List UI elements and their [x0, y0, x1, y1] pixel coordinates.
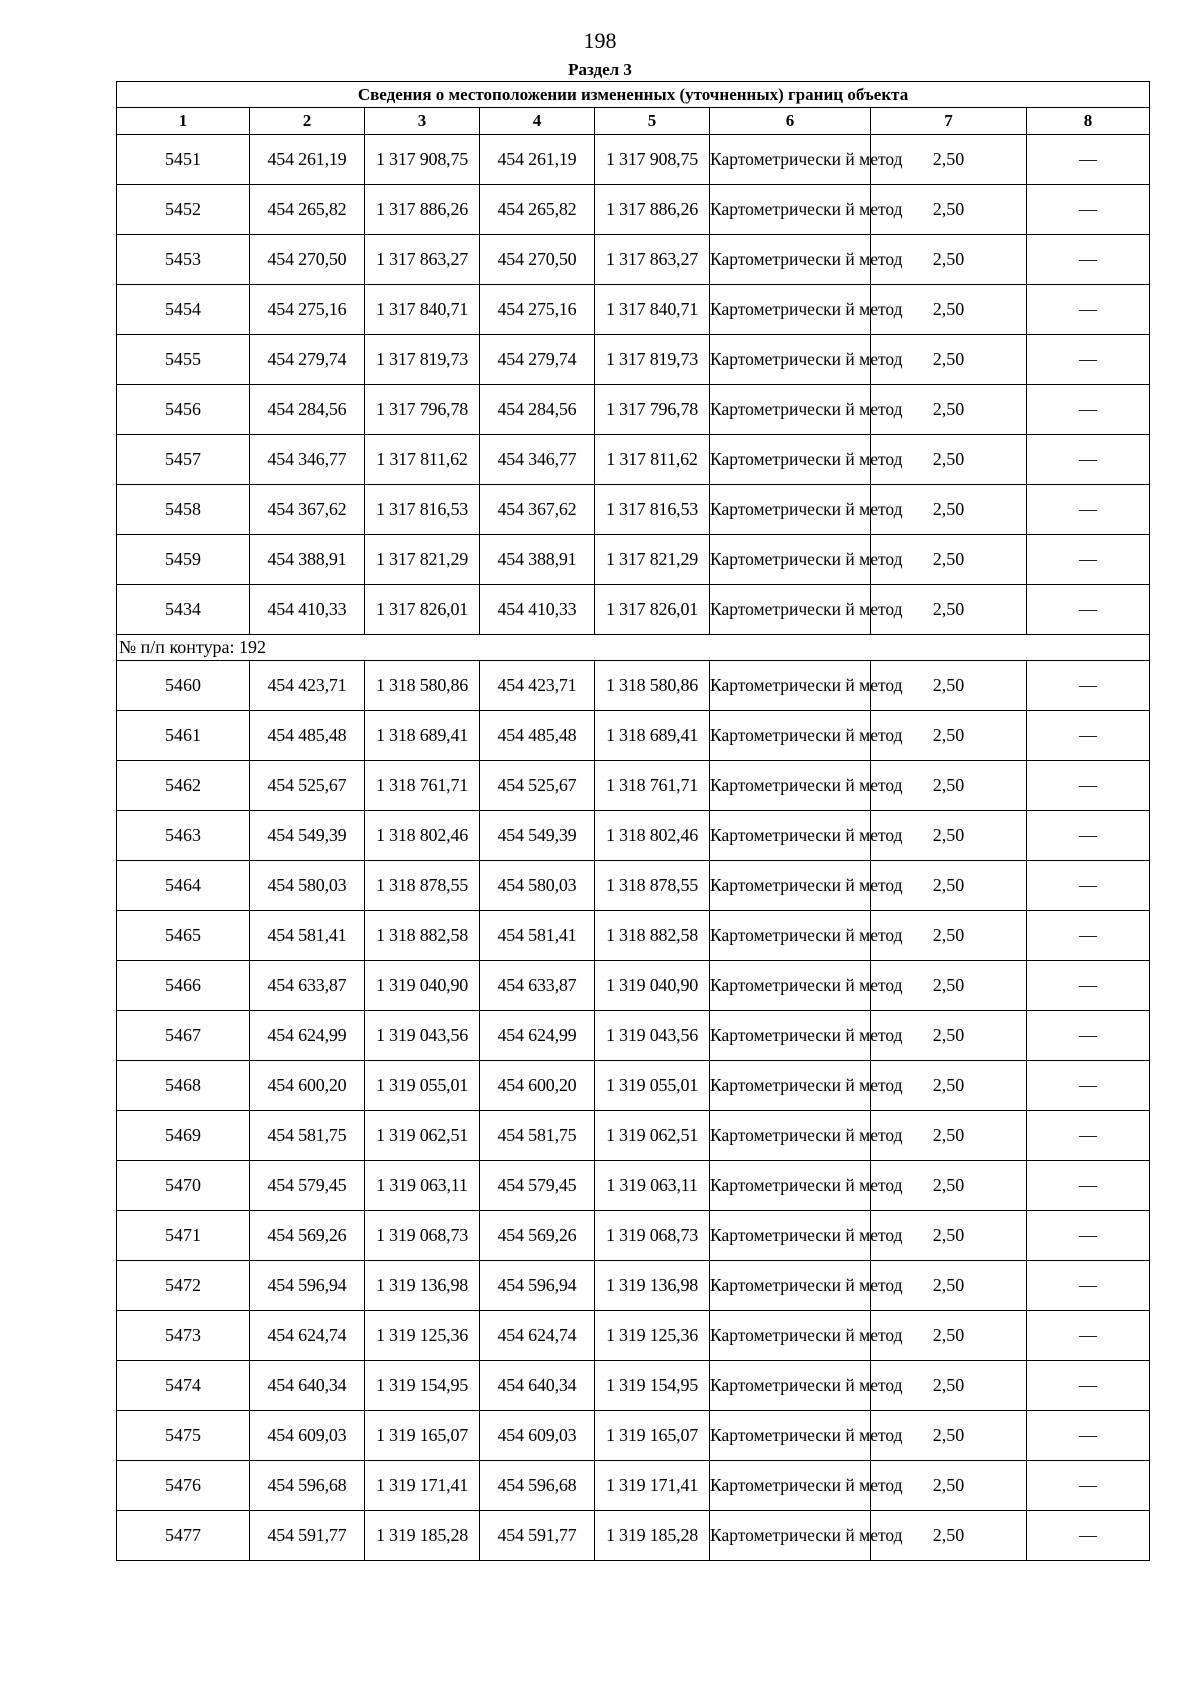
method-cell: Картометрически й метод — [710, 485, 871, 535]
table-row — [117, 1261, 1150, 1311]
point-number-cell: 5458 — [117, 485, 250, 535]
y-old-cell: 1 318 882,58 — [365, 911, 480, 961]
y-old-cell: 1 319 063,11 — [365, 1161, 480, 1211]
description-cell: — — [1027, 661, 1150, 711]
x-old-cell: 454 275,16 — [250, 285, 365, 335]
y-new-cell: 1 319 062,51 — [595, 1111, 710, 1161]
table-row — [117, 585, 1150, 635]
y-new-cell: 1 319 185,28 — [595, 1511, 710, 1561]
x-old-cell: 454 279,74 — [250, 335, 365, 385]
y-old-cell: 1 317 816,53 — [365, 485, 480, 535]
x-new-cell: 454 485,48 — [480, 711, 595, 761]
column-number: 7 — [871, 108, 1027, 135]
x-new-cell: 454 284,56 — [480, 385, 595, 435]
point-number-cell: 5461 — [117, 711, 250, 761]
description-cell: — — [1027, 1461, 1150, 1511]
x-old-cell: 454 600,20 — [250, 1061, 365, 1111]
point-number-cell: 5464 — [117, 861, 250, 911]
accuracy-cell: 2,50 — [871, 1211, 1027, 1261]
x-new-cell: 454 525,67 — [480, 761, 595, 811]
x-old-cell: 454 579,45 — [250, 1161, 365, 1211]
method-cell: Картометрически й метод — [710, 385, 871, 435]
accuracy-cell: 2,50 — [871, 385, 1027, 435]
description-cell: — — [1027, 961, 1150, 1011]
y-new-cell: 1 317 840,71 — [595, 285, 710, 335]
description-cell: — — [1027, 335, 1150, 385]
method-cell: Картометрически й метод — [710, 185, 871, 235]
column-number: 6 — [710, 108, 871, 135]
point-number-cell: 5472 — [117, 1261, 250, 1311]
y-old-cell: 1 318 580,86 — [365, 661, 480, 711]
x-old-cell: 454 265,82 — [250, 185, 365, 235]
y-new-cell: 1 319 136,98 — [595, 1261, 710, 1311]
y-new-cell: 1 317 811,62 — [595, 435, 710, 485]
method-cell: Картометрически й метод — [710, 1111, 871, 1161]
page-number: 198 — [583, 28, 617, 53]
y-new-cell: 1 317 863,27 — [595, 235, 710, 285]
description-cell: — — [1027, 1411, 1150, 1461]
accuracy-cell: 2,50 — [871, 911, 1027, 961]
table-row — [117, 1361, 1150, 1411]
accuracy-cell: 2,50 — [871, 485, 1027, 535]
table-row — [117, 861, 1150, 911]
y-new-cell: 1 317 826,01 — [595, 585, 710, 635]
table-row — [117, 1111, 1150, 1161]
section-title: Раздел 3 — [568, 60, 632, 79]
y-old-cell: 1 317 796,78 — [365, 385, 480, 435]
description-cell: — — [1027, 285, 1150, 335]
accuracy-cell: 2,50 — [871, 961, 1027, 1011]
description-cell: — — [1027, 1061, 1150, 1111]
point-number-cell: 5470 — [117, 1161, 250, 1211]
x-new-cell: 454 581,41 — [480, 911, 595, 961]
accuracy-cell: 2,50 — [871, 335, 1027, 385]
coordinates-table — [116, 81, 1150, 1561]
x-old-cell: 454 581,41 — [250, 911, 365, 961]
x-new-cell: 454 388,91 — [480, 535, 595, 585]
accuracy-cell: 2,50 — [871, 1511, 1027, 1561]
method-cell: Картометрически й метод — [710, 861, 871, 911]
x-new-cell: 454 609,03 — [480, 1411, 595, 1461]
accuracy-cell: 2,50 — [871, 1261, 1027, 1311]
point-number-cell: 5471 — [117, 1211, 250, 1261]
description-cell: — — [1027, 435, 1150, 485]
accuracy-cell: 2,50 — [871, 535, 1027, 585]
y-old-cell: 1 317 811,62 — [365, 435, 480, 485]
x-new-cell: 454 549,39 — [480, 811, 595, 861]
column-number: 3 — [365, 108, 480, 135]
method-cell: Картометрически й метод — [710, 135, 871, 185]
column-number: 1 — [117, 108, 250, 135]
point-number-cell: 5451 — [117, 135, 250, 185]
x-old-cell: 454 596,94 — [250, 1261, 365, 1311]
y-new-cell: 1 319 171,41 — [595, 1461, 710, 1511]
y-new-cell: 1 319 040,90 — [595, 961, 710, 1011]
y-new-cell: 1 319 165,07 — [595, 1411, 710, 1461]
x-new-cell: 454 596,94 — [480, 1261, 595, 1311]
column-number: 5 — [595, 108, 710, 135]
table-caption: Сведения о местоположении измененных (уточненных) границ объекта — [117, 82, 1150, 108]
y-old-cell: 1 318 689,41 — [365, 711, 480, 761]
y-old-cell: 1 319 055,01 — [365, 1061, 480, 1111]
accuracy-cell: 2,50 — [871, 185, 1027, 235]
table-row — [117, 335, 1150, 385]
x-old-cell: 454 284,56 — [250, 385, 365, 435]
point-number-cell: 5452 — [117, 185, 250, 235]
x-new-cell: 454 367,62 — [480, 485, 595, 535]
point-number-cell: 5459 — [117, 535, 250, 585]
y-new-cell: 1 319 154,95 — [595, 1361, 710, 1411]
x-old-cell: 454 624,99 — [250, 1011, 365, 1061]
y-old-cell: 1 319 136,98 — [365, 1261, 480, 1311]
method-cell: Картометрически й метод — [710, 1361, 871, 1411]
method-cell: Картометрически й метод — [710, 811, 871, 861]
y-new-cell: 1 317 886,26 — [595, 185, 710, 235]
method-cell: Картометрически й метод — [710, 1261, 871, 1311]
y-old-cell: 1 317 819,73 — [365, 335, 480, 385]
x-new-cell: 454 581,75 — [480, 1111, 595, 1161]
accuracy-cell: 2,50 — [871, 585, 1027, 635]
y-old-cell: 1 318 878,55 — [365, 861, 480, 911]
description-cell: — — [1027, 1361, 1150, 1411]
table-row — [117, 1311, 1150, 1361]
y-old-cell: 1 318 802,46 — [365, 811, 480, 861]
point-number-cell: 5454 — [117, 285, 250, 335]
accuracy-cell: 2,50 — [871, 1111, 1027, 1161]
point-number-cell: 5463 — [117, 811, 250, 861]
y-old-cell: 1 319 068,73 — [365, 1211, 480, 1261]
x-old-cell: 454 633,87 — [250, 961, 365, 1011]
y-old-cell: 1 319 125,36 — [365, 1311, 480, 1361]
y-old-cell: 1 319 154,95 — [365, 1361, 480, 1411]
table-row — [117, 435, 1150, 485]
column-number: 2 — [250, 108, 365, 135]
accuracy-cell: 2,50 — [871, 1061, 1027, 1111]
description-cell: — — [1027, 485, 1150, 535]
point-number-cell: 5455 — [117, 335, 250, 385]
y-new-cell: 1 317 908,75 — [595, 135, 710, 185]
description-cell: — — [1027, 861, 1150, 911]
accuracy-cell: 2,50 — [871, 761, 1027, 811]
point-number-cell: 5473 — [117, 1311, 250, 1361]
description-cell: — — [1027, 1211, 1150, 1261]
table-row — [117, 1461, 1150, 1511]
x-old-cell: 454 549,39 — [250, 811, 365, 861]
y-new-cell: 1 317 796,78 — [595, 385, 710, 435]
table-row — [117, 1061, 1150, 1111]
method-cell: Картометрически й метод — [710, 435, 871, 485]
accuracy-cell: 2,50 — [871, 135, 1027, 185]
description-cell: — — [1027, 185, 1150, 235]
y-new-cell: 1 319 125,36 — [595, 1311, 710, 1361]
y-new-cell: 1 318 802,46 — [595, 811, 710, 861]
description-cell: — — [1027, 135, 1150, 185]
x-old-cell: 454 609,03 — [250, 1411, 365, 1461]
method-cell: Картометрически й метод — [710, 585, 871, 635]
contour-label: № п/п контура: 192 — [117, 635, 1150, 661]
x-old-cell: 454 525,67 — [250, 761, 365, 811]
table-row — [117, 1161, 1150, 1211]
column-number: 4 — [480, 108, 595, 135]
method-cell: Картометрически й метод — [710, 1211, 871, 1261]
y-new-cell: 1 317 821,29 — [595, 535, 710, 585]
description-cell: — — [1027, 761, 1150, 811]
x-new-cell: 454 275,16 — [480, 285, 595, 335]
method-cell: Картометрически й метод — [710, 1461, 871, 1511]
accuracy-cell: 2,50 — [871, 861, 1027, 911]
description-cell: — — [1027, 585, 1150, 635]
y-new-cell: 1 319 055,01 — [595, 1061, 710, 1111]
point-number-cell: 5457 — [117, 435, 250, 485]
y-new-cell: 1 319 063,11 — [595, 1161, 710, 1211]
table-row — [117, 911, 1150, 961]
x-new-cell: 454 580,03 — [480, 861, 595, 911]
accuracy-cell: 2,50 — [871, 811, 1027, 861]
description-cell: — — [1027, 711, 1150, 761]
description-cell: — — [1027, 385, 1150, 435]
point-number-cell: 5453 — [117, 235, 250, 285]
accuracy-cell: 2,50 — [871, 661, 1027, 711]
table-row — [117, 661, 1150, 711]
table-row — [117, 761, 1150, 811]
table-body — [117, 135, 1150, 1561]
x-old-cell: 454 580,03 — [250, 861, 365, 911]
x-old-cell: 454 367,62 — [250, 485, 365, 535]
point-number-cell: 5456 — [117, 385, 250, 435]
column-number: 8 — [1027, 108, 1150, 135]
method-cell: Картометрически й метод — [710, 1161, 871, 1211]
x-new-cell: 454 633,87 — [480, 961, 595, 1011]
x-new-cell: 454 423,71 — [480, 661, 595, 711]
table-row — [117, 1511, 1150, 1561]
method-cell: Картометрически й метод — [710, 535, 871, 585]
method-cell: Картометрически й метод — [710, 1411, 871, 1461]
accuracy-cell: 2,50 — [871, 235, 1027, 285]
x-new-cell: 454 600,20 — [480, 1061, 595, 1111]
description-cell: — — [1027, 1311, 1150, 1361]
y-new-cell: 1 318 580,86 — [595, 661, 710, 711]
x-new-cell: 454 596,68 — [480, 1461, 595, 1511]
accuracy-cell: 2,50 — [871, 1011, 1027, 1061]
y-new-cell: 1 318 761,71 — [595, 761, 710, 811]
point-number-cell: 5466 — [117, 961, 250, 1011]
x-old-cell: 454 624,74 — [250, 1311, 365, 1361]
method-cell: Картометрически й метод — [710, 1011, 871, 1061]
point-number-cell: 5468 — [117, 1061, 250, 1111]
x-old-cell: 454 388,91 — [250, 535, 365, 585]
table-row — [117, 1411, 1150, 1461]
point-number-cell: 5477 — [117, 1511, 250, 1561]
y-new-cell: 1 319 068,73 — [595, 1211, 710, 1261]
method-cell: Картометрически й метод — [710, 661, 871, 711]
y-new-cell: 1 317 816,53 — [595, 485, 710, 535]
table-row — [117, 711, 1150, 761]
y-new-cell: 1 317 819,73 — [595, 335, 710, 385]
y-old-cell: 1 317 908,75 — [365, 135, 480, 185]
table-row — [117, 961, 1150, 1011]
method-cell: Картометрически й метод — [710, 235, 871, 285]
y-new-cell: 1 319 043,56 — [595, 1011, 710, 1061]
y-old-cell: 1 318 761,71 — [365, 761, 480, 811]
description-cell: — — [1027, 911, 1150, 961]
y-old-cell: 1 317 821,29 — [365, 535, 480, 585]
accuracy-cell: 2,50 — [871, 1461, 1027, 1511]
x-old-cell: 454 261,19 — [250, 135, 365, 185]
point-number-cell: 5469 — [117, 1111, 250, 1161]
x-old-cell: 454 640,34 — [250, 1361, 365, 1411]
contour-row — [117, 635, 1150, 661]
table-row — [117, 1211, 1150, 1261]
description-cell: — — [1027, 1161, 1150, 1211]
x-new-cell: 454 624,99 — [480, 1011, 595, 1061]
method-cell: Картометрически й метод — [710, 335, 871, 385]
table-row — [117, 485, 1150, 535]
x-old-cell: 454 596,68 — [250, 1461, 365, 1511]
table-row — [117, 385, 1150, 435]
y-new-cell: 1 318 689,41 — [595, 711, 710, 761]
point-number-cell: 5474 — [117, 1361, 250, 1411]
y-old-cell: 1 319 043,56 — [365, 1011, 480, 1061]
x-new-cell: 454 410,33 — [480, 585, 595, 635]
table-row — [117, 1011, 1150, 1061]
x-old-cell: 454 581,75 — [250, 1111, 365, 1161]
x-new-cell: 454 579,45 — [480, 1161, 595, 1211]
y-old-cell: 1 319 171,41 — [365, 1461, 480, 1511]
description-cell: — — [1027, 1011, 1150, 1061]
x-new-cell: 454 640,34 — [480, 1361, 595, 1411]
y-old-cell: 1 319 062,51 — [365, 1111, 480, 1161]
x-new-cell: 454 591,77 — [480, 1511, 595, 1561]
accuracy-cell: 2,50 — [871, 1361, 1027, 1411]
method-cell: Картометрически й метод — [710, 961, 871, 1011]
accuracy-cell: 2,50 — [871, 1311, 1027, 1361]
method-cell: Картометрически й метод — [710, 1061, 871, 1111]
accuracy-cell: 2,50 — [871, 285, 1027, 335]
table-row — [117, 535, 1150, 585]
x-old-cell: 454 569,26 — [250, 1211, 365, 1261]
point-number-cell: 5460 — [117, 661, 250, 711]
method-cell: Картометрически й метод — [710, 911, 871, 961]
y-old-cell: 1 317 886,26 — [365, 185, 480, 235]
table-row — [117, 235, 1150, 285]
x-old-cell: 454 410,33 — [250, 585, 365, 635]
description-cell: — — [1027, 1261, 1150, 1311]
point-number-cell: 5476 — [117, 1461, 250, 1511]
y-old-cell: 1 317 840,71 — [365, 285, 480, 335]
description-cell: — — [1027, 1511, 1150, 1561]
y-new-cell: 1 318 882,58 — [595, 911, 710, 961]
y-old-cell: 1 319 185,28 — [365, 1511, 480, 1561]
x-new-cell: 454 261,19 — [480, 135, 595, 185]
x-old-cell: 454 485,48 — [250, 711, 365, 761]
table-row — [117, 135, 1150, 185]
point-number-cell: 5434 — [117, 585, 250, 635]
point-number-cell: 5475 — [117, 1411, 250, 1461]
y-old-cell: 1 317 863,27 — [365, 235, 480, 285]
method-cell: Картометрически й метод — [710, 761, 871, 811]
x-old-cell: 454 346,77 — [250, 435, 365, 485]
y-old-cell: 1 317 826,01 — [365, 585, 480, 635]
accuracy-cell: 2,50 — [871, 1411, 1027, 1461]
description-cell: — — [1027, 235, 1150, 285]
point-number-cell: 5467 — [117, 1011, 250, 1061]
y-new-cell: 1 318 878,55 — [595, 861, 710, 911]
accuracy-cell: 2,50 — [871, 711, 1027, 761]
x-new-cell: 454 624,74 — [480, 1311, 595, 1361]
x-old-cell: 454 591,77 — [250, 1511, 365, 1561]
table-row — [117, 185, 1150, 235]
description-cell: — — [1027, 535, 1150, 585]
x-new-cell: 454 279,74 — [480, 335, 595, 385]
method-cell: Картометрически й метод — [710, 1311, 871, 1361]
x-old-cell: 454 270,50 — [250, 235, 365, 285]
y-old-cell: 1 319 040,90 — [365, 961, 480, 1011]
accuracy-cell: 2,50 — [871, 1161, 1027, 1211]
x-new-cell: 454 270,50 — [480, 235, 595, 285]
table-row — [117, 811, 1150, 861]
point-number-cell: 5465 — [117, 911, 250, 961]
x-new-cell: 454 346,77 — [480, 435, 595, 485]
method-cell: Картометрически й метод — [710, 711, 871, 761]
description-cell: — — [1027, 1111, 1150, 1161]
x-new-cell: 454 265,82 — [480, 185, 595, 235]
table-row — [117, 285, 1150, 335]
point-number-cell: 5462 — [117, 761, 250, 811]
x-old-cell: 454 423,71 — [250, 661, 365, 711]
description-cell: — — [1027, 811, 1150, 861]
x-new-cell: 454 569,26 — [480, 1211, 595, 1261]
method-cell: Картометрически й метод — [710, 1511, 871, 1561]
accuracy-cell: 2,50 — [871, 435, 1027, 485]
method-cell: Картометрически й метод — [710, 285, 871, 335]
y-old-cell: 1 319 165,07 — [365, 1411, 480, 1461]
